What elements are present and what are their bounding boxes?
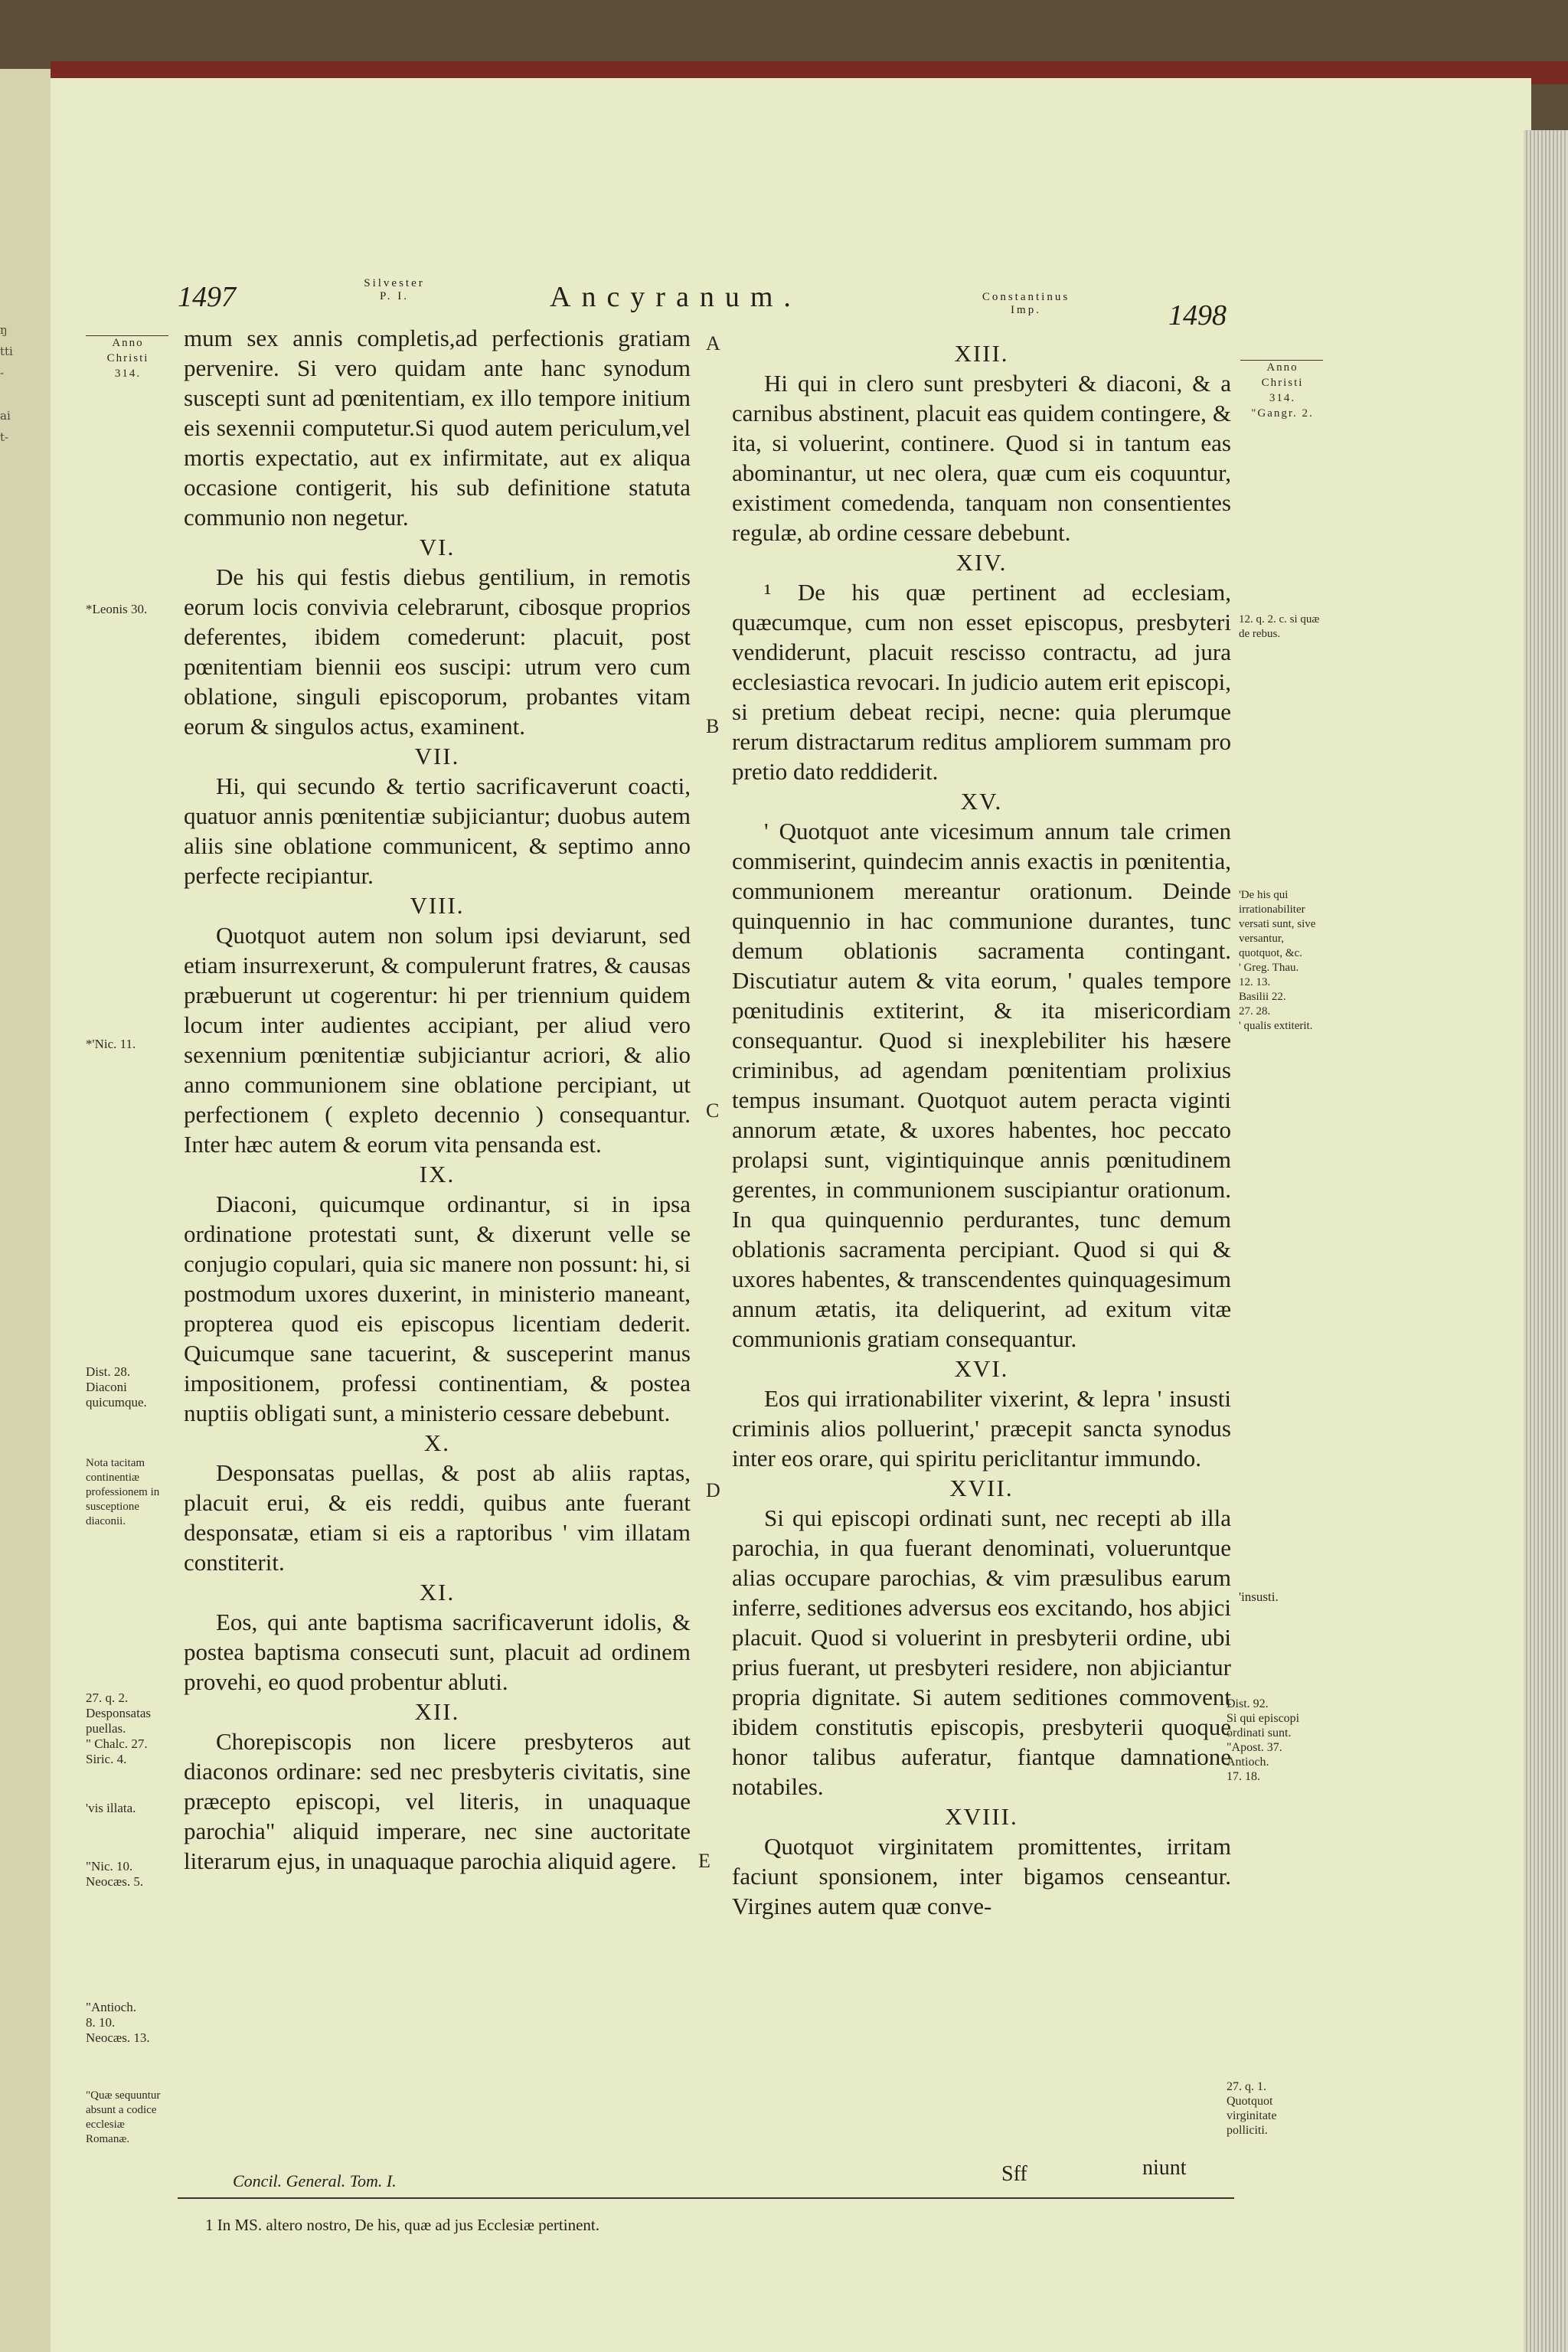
margin-note: Dist. 28. Diaconi quicumque. bbox=[86, 1364, 147, 1410]
canon-text: Chorepiscopis non licere presbyteros aut diaconos ordinare: sed nec presbyteris civitatis, sine præcepto episcopi, vel literis, in unaquaque parochia" aliquid imperare, nec sine auctoritate literarum ejus, in unaquaque parochia aliquid agere. bbox=[184, 1728, 691, 1874]
canon-text: Eos, qui ante baptisma sacrificaverunt idolis, & postea baptisma consecuti sunt, placuit ad ordinem provehi, eo quod probentur abluti. bbox=[184, 1609, 691, 1695]
left-page-number: 1497 bbox=[178, 281, 236, 313]
left-text-column bbox=[184, 323, 691, 1876]
canon-text: Hi qui in clero sunt presbyteri & diaconi, & a carnibus abstinent, placuit eas quidem contingere, & ita, si voluerint, continere. Quod si in tantum eas abominantur, ut nec olera, quæ cum eis coquuntur, existiment comedenda, tanquam non consentientes regulæ, ab ordine cessare debebunt. bbox=[732, 370, 1231, 546]
canon-text: Hi, qui secundo & tertio sacrificaverunt coacti, quatuor annis pœnitentiæ subjiciantur; duobus autem aliis sine oblatione communicent, & septimo anno perfecte recipiantur. bbox=[184, 773, 691, 889]
left-page-fragment: tti bbox=[0, 345, 13, 358]
section-letter-c: C bbox=[706, 1099, 720, 1122]
canon-number: XVIII. bbox=[945, 1803, 1018, 1830]
left-running-head: Silvester P. I. bbox=[364, 277, 425, 302]
margin-note: *Leonis 30. bbox=[86, 602, 148, 616]
page-title: Ancyranum. bbox=[550, 281, 802, 313]
note-rule bbox=[86, 335, 168, 336]
margin-note-year-right: Anno Christi 314. "Gangr. 2. bbox=[1251, 361, 1314, 420]
margin-note: 12. q. 2. c. si quæ de rebus. bbox=[1239, 613, 1320, 640]
canon-number: XVII. bbox=[949, 1475, 1014, 1501]
section-letter-e: E bbox=[698, 1850, 710, 1872]
canon-text: ' Quotquot ante vicesimum annum tale crimen commiserint, quindecim annis exactis in pœnitentia, communionem mereantur orationum. Deinde quinquennio in hac communione durantes, tunc demum oblationis sacramenta contingant. Discutiatur autem & vita eorum, ' quales tempore pœnitudinis extiterint, & ita misericordiam consequantur. Quod si inexplebiliter his hæsere criminibus, ad agendam pœnitentiam prolixius tempus insumant. Quotquot autem peracta viginti annorum ætate, & uxores habentes, hoc peccato prolapsi sunt, vigintiquinque annis pœnitudinem gerentes, in communionem suscipiantur orationum. In qua quinquennio perdurantes, tunc demum oblationis sacramenta percipiant. Quod si qui & uxores habentes, & transcendentes quinquagesimum annum ætatis, ita deliquerint, ad exitum vitæ communionis gratiam consequantur. bbox=[732, 818, 1231, 1352]
margin-note: 'vis illata. bbox=[86, 1801, 136, 1815]
right-text-column bbox=[732, 338, 1231, 1921]
right-page-number: 1498 bbox=[1168, 299, 1227, 332]
canon-number: X. bbox=[423, 1429, 451, 1456]
margin-note: 27. q. 2. Desponsatas puellas. " Chalc. 27. Siric. 4. bbox=[86, 1690, 151, 1766]
left-page-fragment: ŋ bbox=[0, 323, 8, 337]
canon-text: Quotquot virginitatem promittentes, irritam faciunt sponsionem, inter bigamos censeantur. Virgines autem quæ conve- bbox=[732, 1833, 1231, 1919]
footnote-number: 1 bbox=[205, 2216, 214, 2234]
catchword: niunt bbox=[1142, 2156, 1187, 2180]
margin-note: "Antioch. 8. 10. Neocæs. 13. bbox=[86, 2000, 150, 2045]
footer-title: Concil. General. Tom. I. bbox=[233, 2171, 397, 2190]
canon-number: XI. bbox=[419, 1579, 456, 1606]
signature-mark: Sff bbox=[1001, 2162, 1027, 2186]
footnote-rule bbox=[178, 2197, 1234, 2199]
canon-text: Eos qui irrationabiliter vixerint, & lepra ' insusti criminis alios polluerint,' præcepit sancta synodus inter eos orare, qui spiritu periclitantur immundo. bbox=[732, 1385, 1231, 1472]
section-letter-d: D bbox=[706, 1479, 720, 1501]
canon-text: Desponsatas puellas, & post ab aliis raptas, placuit erui, & eis reddi, quibus ante fuerant desponsatæ, etiam si eis a raptoribus ' vim illatam constiterit. bbox=[184, 1459, 691, 1576]
margin-note: 'insusti. bbox=[1239, 1589, 1279, 1604]
margin-note: 'De his qui irrationabiliter versati sunt, sive versantur, quotquot, &c. ' Greg. Thau. 12. 13. Basilii 22. 27. 28. ' qualis extiterit. bbox=[1239, 889, 1316, 1032]
margin-note: "Nic. 10. Neocæs. 5. bbox=[86, 1859, 144, 1889]
left-page-fragment: ai bbox=[0, 409, 11, 423]
left-page-fragment: - bbox=[0, 366, 5, 380]
canon-text: mum sex annis completis,ad perfectionis gratiam pervenire. Si vero quidam ante hanc synodum suscepti sunt ad pœnitentiam, ex illo tempore initium eis sexennii computetur.Si quod autem periculum,vel mortis expectatio, aut ex infirmitate, aut ex aliqua occasione contigerit, his sub definitione statuta communio non negetur. bbox=[184, 325, 691, 531]
canon-number: IX. bbox=[419, 1161, 456, 1187]
left-page-fragment: t- bbox=[0, 430, 9, 444]
margin-note: Nota tacitam continentiæ professionem in susceptione diaconii. bbox=[86, 1457, 160, 1527]
canon-number: XV. bbox=[960, 788, 1003, 815]
canon-text: Diaconi, quicumque ordinantur, si in ipsa ordinatione protestati sunt, & dixerunt velle se conjugio copulari, quia sic manere non possunt: hi, si postmodum uxores duxerint, in ministerio maneant, propterea quod eis episcopus licentiam dederit. Quicumque sane tacuerint, & susceperint manus impositionem, professi continentiam, & postea nuptiis obligati sunt, a ministerio cessare debebunt. bbox=[184, 1191, 691, 1426]
canon-number: XII. bbox=[414, 1698, 460, 1725]
canon-text: Quotquot autem non solum ipsi deviarunt, sed etiam insurrexerunt, & compulerunt fratres, & causas præbuerunt ut cogerentur: hi per triennium quidem locum inter audientes accipiant, per aliud vero sexennium pœnitentiæ subjiciantur acriori, & alio anno communionem sine oblatione percipiant, ut perfectionem ( expleto decennio ) consequantur. Inter hæc autem & eorum vita pensanda est. bbox=[184, 922, 691, 1158]
canon-number: XIII. bbox=[954, 340, 1009, 367]
margin-note: 27. q. 1. Quotquot virginitate polliciti. bbox=[1227, 2080, 1277, 2137]
canon-number: VI. bbox=[419, 534, 456, 560]
canon-number: VIII. bbox=[410, 892, 465, 919]
canon-number: XVI. bbox=[954, 1355, 1009, 1382]
footnote-text: In MS. altero nostro, De his, quæ ad jus Ecclesiæ pertinent. bbox=[217, 2216, 600, 2234]
canon-text: De his qui festis diebus gentilium, in remotis eorum locis convivia celebrarunt, cibosque proprios deferentes, ibidem comederunt: placuit, post pœnitentiam biennii eos suscipi: utrum vero cum oblatione, singuli episcoporum, probantes vitam eorum & singulos actus, examinent. bbox=[184, 564, 691, 740]
margin-note-year-left: Anno Christi 314. bbox=[106, 337, 149, 380]
margin-note: Dist. 92. Si qui episcopi ordinati sunt. "Apost. 37. Antioch. 17. 18. bbox=[1227, 1697, 1300, 1783]
margin-note: "Quæ sequuntur absunt a codice ecclesiæ Romanæ. bbox=[86, 2089, 161, 2145]
canon-text: Si qui episcopi ordinati sunt, nec recepti ab illa parochia, in qua fuerant denominati, volueruntque alias occupare parochias, & vim præsulibus earum inferre, seditiones adversus eos excitando, hos abjici placuit. Quod si voluerint in presbyterii ordine, ubi prius fuerant, ut presbyteri residere, non abjiciantur propria dignitate. Si autem seditiones commovent ibidem constitutis episcopis, presbyterii quoque honor talibus auferatur, fiantque damnatione notabiles. bbox=[732, 1504, 1231, 1800]
section-letter-b: B bbox=[706, 715, 720, 737]
canon-number: XIV. bbox=[956, 549, 1008, 576]
margin-note: *'Nic. 11. bbox=[86, 1037, 136, 1051]
note-rule bbox=[1240, 360, 1323, 361]
page-edges bbox=[1524, 130, 1568, 2352]
left-page-edge bbox=[0, 69, 52, 2352]
section-letter-a: A bbox=[706, 332, 720, 354]
canon-number: VII. bbox=[414, 743, 460, 769]
canon-text: ¹ De his quæ pertinent ad ecclesiam, quæcumque, cum non esset episcopus, presbyteri vendiderunt, placuit rescisso contractu, ad jura ecclesiastica revocari. In judicio autem erit episcopi, si pretium debeat recipi, necne: quia plerumque rerum distractarum reditus ampliorem summam pro pretio dato reddiderit. bbox=[732, 579, 1231, 785]
footnote bbox=[205, 2216, 599, 2235]
right-running-head: Constantinus Imp. bbox=[982, 291, 1070, 316]
